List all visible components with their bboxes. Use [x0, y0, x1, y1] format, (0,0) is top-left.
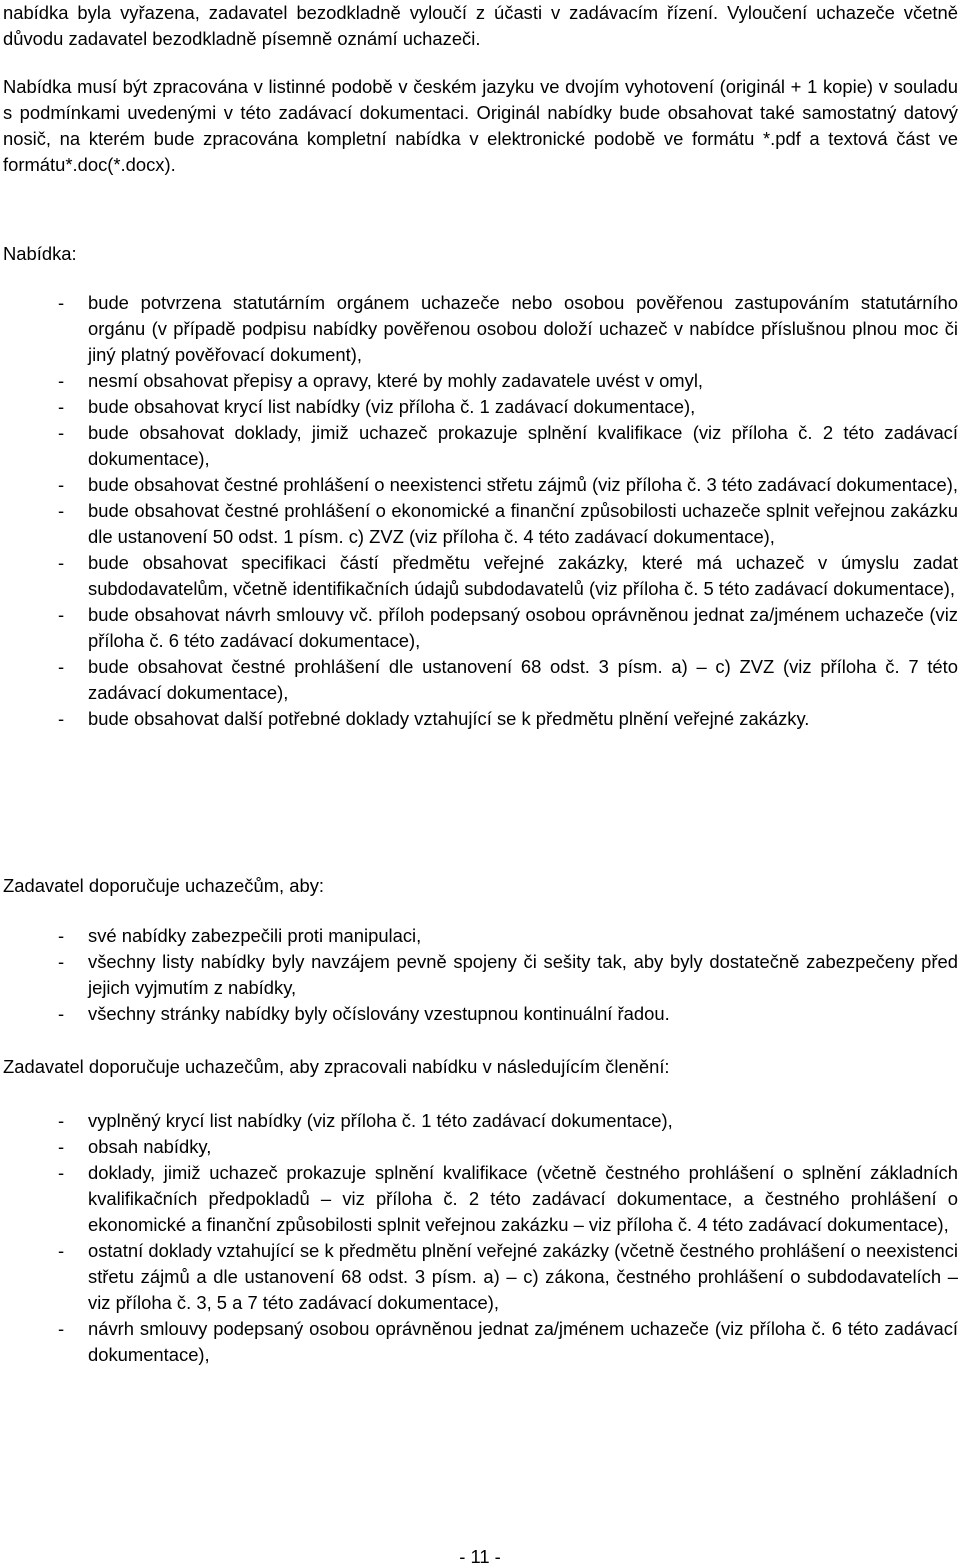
heading-recommendations: Zadavatel doporučuje uchazečům, aby: [3, 875, 325, 896]
list-item-text: návrh smlouvy podepsaný osobou oprávněnou jednat za/jménem uchazeče (viz příloha č. 6 této zadávací dokumentace), [88, 1318, 958, 1365]
offer-requirements-list [0, 290, 960, 732]
list-item-text: bude obsahovat čestné prohlášení dle ustanovení 68 odst. 3 písm. a) – c) ZVZ (viz příloha č. 7 této zadávací dokumentace), [88, 656, 958, 703]
list-item [0, 949, 960, 1001]
list-item [0, 1238, 960, 1316]
bullet-dash: - [58, 422, 65, 443]
bullet-dash: - [58, 925, 65, 946]
heading-structure: Zadavatel doporučuje uchazečům, aby zpracovali nabídku v následujícím členění: [3, 1056, 670, 1077]
bullet-dash: - [58, 552, 65, 573]
recommendations-list [0, 923, 960, 1027]
list-item-text: doklady, jimiž uchazeč prokazuje splnění kvalifikace (včetně čestného prohlášení o splnění základních kvalifikačních předpokladů – viz příloha č. 2 této zadávací dokumentace, a čestného prohlášení o ekonomické a finanční způsobilosti splnit veřejnou zakázku – viz příloha č. 4 této zadávací dokumentace), [88, 1162, 958, 1235]
list-item [0, 1160, 960, 1238]
list-item-text: ostatní doklady vztahující se k předmětu plnění veřejné zakázky (včetně čestného prohlášení o neexistenci střetu zájmů a dle ustanovení 68 odst. 3 písm. a) – c) zákona, čestného prohlášení o subdodavatelích – viz příloha č. 3, 5 a 7 této zadávací dokumentace), [88, 1240, 958, 1313]
bullet-dash: - [58, 1240, 65, 1261]
bullet-dash: - [58, 292, 65, 313]
list-item-text: obsah nabídky, [88, 1136, 212, 1157]
bullet-dash: - [58, 708, 65, 729]
paragraph-exclusion: nabídka byla vyřazena, zadavatel bezodkladně vyloučí z účasti v zadávacím řízení. Vyloučení uchazeče včetně důvodu zadavatel bezodkladně písemně oznámí uchazeči. [3, 2, 958, 49]
list-item-text: bude obsahovat další potřebné doklady vztahující se k předmětu plnění veřejné zakázky. [88, 708, 810, 729]
bullet-dash: - [58, 1110, 65, 1131]
list-item-text: všechny stránky nabídky byly očíslovány vzestupnou kontinuální řadou. [88, 1003, 670, 1024]
page-number: - 11 - [459, 1546, 501, 1567]
list-item-text: bude obsahovat čestné prohlášení o neexistenci střetu zájmů (viz příloha č. 3 této zadávací dokumentace), [88, 474, 958, 495]
list-item [0, 1134, 960, 1160]
heading-offer: Nabídka: [3, 243, 77, 264]
list-item [0, 602, 960, 654]
list-item [0, 472, 960, 498]
list-item [0, 1108, 960, 1134]
list-item [0, 420, 960, 472]
bullet-dash: - [58, 656, 65, 677]
list-item [0, 706, 960, 732]
list-item-text: své nabídky zabezpečili proti manipulaci, [88, 925, 422, 946]
bullet-dash: - [58, 1136, 65, 1157]
list-item-text: bude obsahovat návrh smlouvy vč. příloh podepsaný osobou oprávněnou jednat za/jménem uchazeče (viz příloha č. 6 této zadávací dokumentace), [88, 604, 958, 651]
list-item [0, 550, 960, 602]
list-item-text: bude obsahovat čestné prohlášení o ekonomické a finanční způsobilosti uchazeče splnit veřejnou zakázku dle ustanovení 50 odst. 1 písm. c) ZVZ (viz příloha č. 4 této zadávací dokumentace), [88, 500, 958, 547]
bullet-dash: - [58, 604, 65, 625]
list-item [0, 394, 960, 420]
list-item-text: bude obsahovat doklady, jimiž uchazeč prokazuje splnění kvalifikace (viz příloha č. 2 této zadávací dokumentace), [88, 422, 958, 469]
bullet-dash: - [58, 1162, 65, 1183]
list-item [0, 290, 960, 368]
list-item-text: vyplněný krycí list nabídky (viz příloha č. 1 této zadávací dokumentace), [88, 1110, 673, 1131]
list-item [0, 923, 960, 949]
bullet-dash: - [58, 370, 65, 391]
list-item-text: všechny listy nabídky byly navzájem pevně spojeny či sešity tak, aby byly dostatečně zabezpečeny před jejich vyjmutím z nabídky, [88, 951, 958, 998]
bullet-dash: - [58, 1003, 65, 1024]
list-item [0, 368, 960, 394]
bullet-dash: - [58, 500, 65, 521]
list-item [0, 1001, 960, 1027]
offer-structure-list [0, 1108, 960, 1368]
list-item-text: nesmí obsahovat přepisy a opravy, které by mohly zadavatele uvést v omyl, [88, 370, 704, 391]
bullet-dash: - [58, 396, 65, 417]
bullet-dash: - [58, 1318, 65, 1339]
bullet-dash: - [58, 951, 65, 972]
paragraph-offer-form: Nabídka musí být zpracována v listinné podobě v českém jazyku ve dvojím vyhotovení (originál + 1 kopie) v souladu s podmínkami uvedenými v této zadávací dokumentaci. Originál nabídky bude obsahovat také samostatný datový nosič, na kterém bude zpracována kompletní nabídka v elektronické podobě ve formátu *.pdf a textová část ve formátu*.doc(*.docx). [3, 76, 958, 175]
list-item-text: bude obsahovat specifikaci částí předmětu veřejné zakázky, které má uchazeč v úmyslu zadat subdodavatelům, včetně identifikačních údajů subdodavatelů (viz příloha č. 5 této zadávací dokumentace), [88, 552, 958, 599]
list-item-text: bude obsahovat krycí list nabídky (viz příloha č. 1 zadávací dokumentace), [88, 396, 696, 417]
list-item [0, 1316, 960, 1368]
list-item-text: bude potvrzena statutárním orgánem uchazeče nebo osobou pověřenou zastupováním statutárního orgánu (v případě podpisu nabídky pověřenou osobou doloží uchazeč v nabídce příslušnou plnou moc či jiný platný pověřovací dokument), [88, 292, 958, 365]
list-item [0, 498, 960, 550]
list-item [0, 654, 960, 706]
bullet-dash: - [58, 474, 65, 495]
